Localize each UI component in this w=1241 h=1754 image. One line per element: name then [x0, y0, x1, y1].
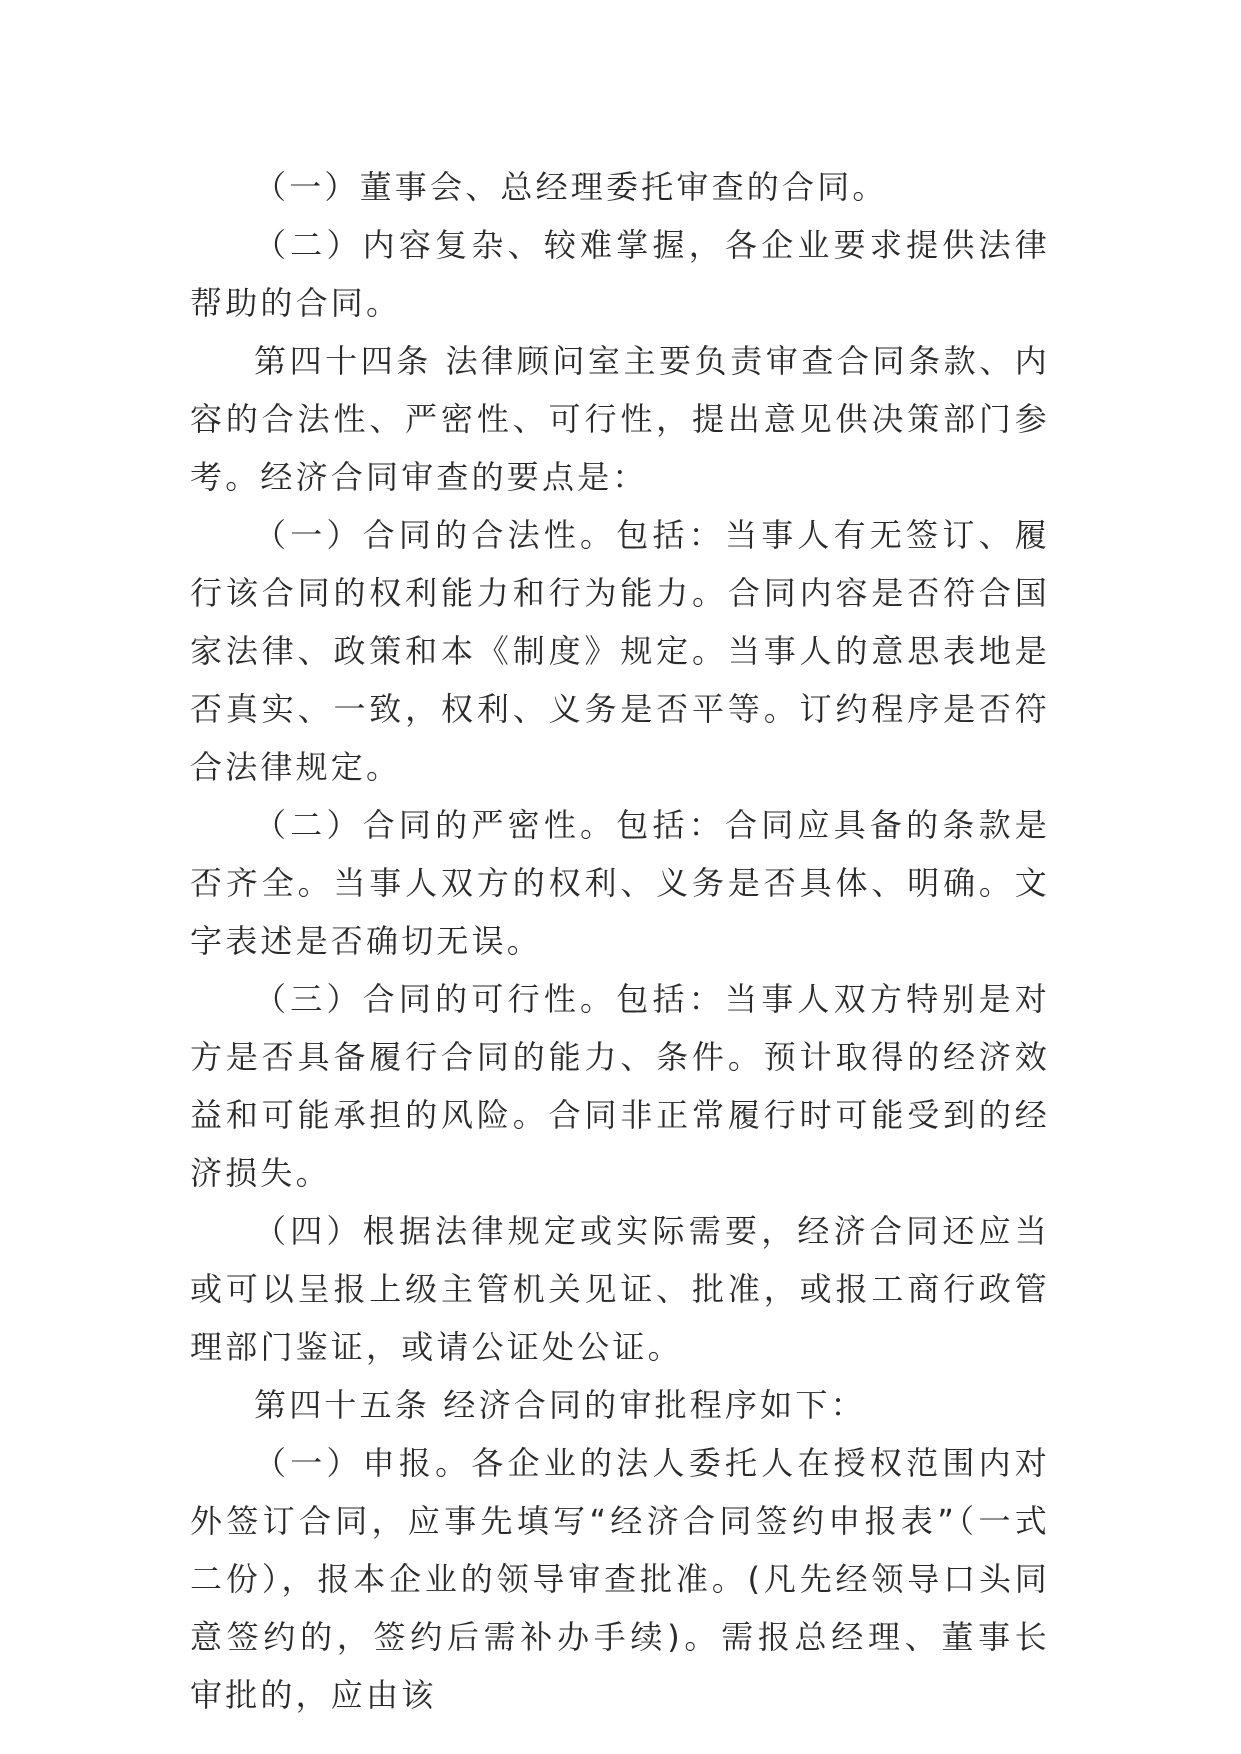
paragraph-article-45: 第四十五条 经济合同的审批程序如下：: [254, 1386, 866, 1424]
paragraph-item-1-board-commissioned: （一）董事会、总经理委托审查的合同。: [254, 168, 888, 206]
paragraph-rigor: （二）合同的严密性。包括：合同应具备的条款是否齐全。当事人双方的权利、义务是否具体、明确。文字表述是否确切无误。: [190, 806, 1050, 960]
paragraph-feasibility: （三）合同的可行性。包括：当事人双方特别是对方是否具备履行合同的能力、条件。预计取得的经济效益和可能承担的风险。合同非正常履行时可能受到的经济损失。: [190, 980, 1050, 1192]
paragraph-article-44: 第四十四条 法律顾问室主要负责审查合同条款、内容的合法性、严密性、可行性，提出意见供决策部门参考。经济合同审查的要点是：: [190, 342, 1050, 496]
paragraph-legality: （一）合同的合法性。包括：当事人有无签订、履行该合同的权利能力和行为能力。合同内容是否符合国家法律、政策和本《制度》规定。当事人的意思表地是否真实、一致，权利、义务是否平等。订约程序是否符合法律规定。: [190, 516, 1050, 786]
paragraph-application: （一）申报。各企业的法人委托人在授权范围内对外签订合同，应事先填写“经济合同签约申报表”（一式二份），报本企业的领导审查批准。(凡先经领导口头同意签约的，签约后需补办手续)。需报总经理、董事长审批的，应由该: [190, 1444, 1050, 1714]
paragraph-notarization: （四）根据法律规定或实际需要，经济合同还应当或可以呈报上级主管机关见证、批准，或报工商行政管理部门鉴证，或请公证处公证。: [190, 1212, 1050, 1366]
paragraph-item-2-complex-content: （二）内容复杂、较难掌握，各企业要求提供法律帮助的合同。: [190, 226, 1050, 322]
document-body: [190, 158, 1050, 1724]
